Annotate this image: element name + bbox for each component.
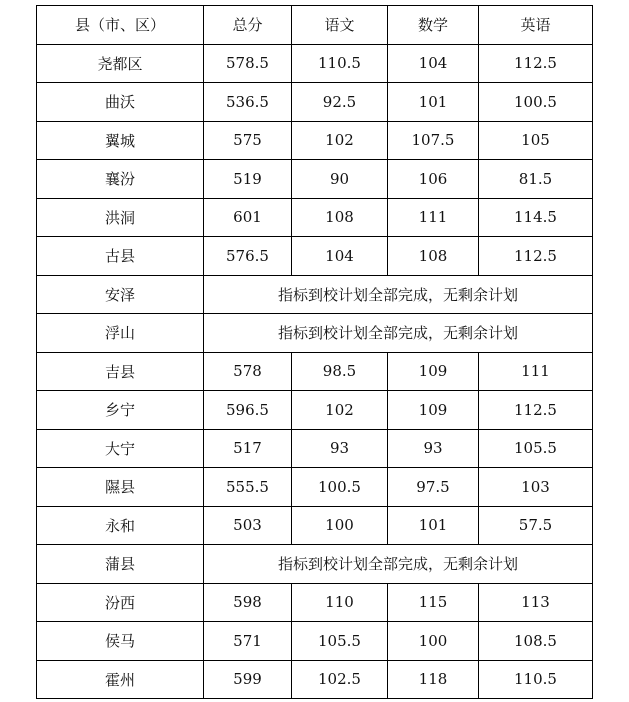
county-cell: 襄汾: [37, 160, 204, 199]
total-score-cell: 519: [204, 160, 292, 199]
county-cell: 翼城: [37, 121, 204, 160]
total-score-cell: 517: [204, 429, 292, 468]
county-cell: 浮山: [37, 314, 204, 353]
chinese-score-cell: 105.5: [292, 622, 388, 661]
math-header: 数学: [388, 6, 479, 45]
total-score-cell: 598: [204, 583, 292, 622]
county-cell: 洪洞: [37, 198, 204, 237]
chinese-score-cell: 110.5: [292, 44, 388, 83]
chinese-score-cell: 100.5: [292, 468, 388, 507]
english-score-cell: 103: [479, 468, 593, 507]
plan-complete-note: 指标到校计划全部完成，无剩余计划: [204, 314, 593, 353]
math-score-cell: 107.5: [388, 121, 479, 160]
math-score-cell: 97.5: [388, 468, 479, 507]
english-score-cell: 57.5: [479, 506, 593, 545]
total-score-cell: 599: [204, 660, 292, 699]
english-score-cell: 105: [479, 121, 593, 160]
total-score-cell: 536.5: [204, 83, 292, 122]
english-score-cell: 113: [479, 583, 593, 622]
county-cell: 蒲县: [37, 545, 204, 584]
math-score-cell: 111: [388, 198, 479, 237]
total-score-cell: 578: [204, 352, 292, 391]
table-row: [37, 352, 593, 391]
table-row: [37, 622, 593, 661]
math-score-cell: 93: [388, 429, 479, 468]
chinese-header: 语文: [292, 6, 388, 45]
table-row: [37, 275, 593, 314]
english-header: 英语: [479, 6, 593, 45]
county-cell: 古县: [37, 237, 204, 276]
county-cell: 霍州: [37, 660, 204, 699]
county-cell: 安泽: [37, 275, 204, 314]
english-score-cell: 112.5: [479, 391, 593, 430]
table-body: [37, 44, 593, 699]
table-row: [37, 121, 593, 160]
table-row: [37, 391, 593, 430]
county-cell: 汾西: [37, 583, 204, 622]
county-cell: 永和: [37, 506, 204, 545]
plan-complete-note: 指标到校计划全部完成，无剩余计划: [204, 545, 593, 584]
table-row: [37, 545, 593, 584]
county-cell: 乡宁: [37, 391, 204, 430]
county-cell: 隰县: [37, 468, 204, 507]
header-row: [37, 6, 593, 45]
chinese-score-cell: 102.5: [292, 660, 388, 699]
total-score-cell: 575: [204, 121, 292, 160]
chinese-score-cell: 104: [292, 237, 388, 276]
chinese-score-cell: 110: [292, 583, 388, 622]
table-row: [37, 198, 593, 237]
math-score-cell: 101: [388, 506, 479, 545]
english-score-cell: 100.5: [479, 83, 593, 122]
math-score-cell: 104: [388, 44, 479, 83]
county-cell: 曲沃: [37, 83, 204, 122]
table-row: [37, 660, 593, 699]
english-score-cell: 105.5: [479, 429, 593, 468]
table-row: [37, 429, 593, 468]
plan-complete-note: 指标到校计划全部完成，无剩余计划: [204, 275, 593, 314]
table-row: [37, 44, 593, 83]
math-score-cell: 109: [388, 352, 479, 391]
english-score-cell: 108.5: [479, 622, 593, 661]
chinese-score-cell: 102: [292, 391, 388, 430]
table-row: [37, 314, 593, 353]
total-score-cell: 601: [204, 198, 292, 237]
table-row: [37, 83, 593, 122]
chinese-score-cell: 92.5: [292, 83, 388, 122]
chinese-score-cell: 90: [292, 160, 388, 199]
total-score-cell: 576.5: [204, 237, 292, 276]
chinese-score-cell: 98.5: [292, 352, 388, 391]
math-score-cell: 108: [388, 237, 479, 276]
chinese-score-cell: 93: [292, 429, 388, 468]
total-header: 总分: [204, 6, 292, 45]
total-score-cell: 555.5: [204, 468, 292, 507]
total-score-cell: 503: [204, 506, 292, 545]
chinese-score-cell: 102: [292, 121, 388, 160]
english-score-cell: 111: [479, 352, 593, 391]
table-row: [37, 237, 593, 276]
table-row: [37, 506, 593, 545]
table-header: [37, 6, 593, 45]
english-score-cell: 112.5: [479, 44, 593, 83]
score-table: [36, 5, 593, 699]
english-score-cell: 110.5: [479, 660, 593, 699]
math-score-cell: 118: [388, 660, 479, 699]
math-score-cell: 115: [388, 583, 479, 622]
total-score-cell: 596.5: [204, 391, 292, 430]
table-row: [37, 160, 593, 199]
english-score-cell: 81.5: [479, 160, 593, 199]
county-cell: 侯马: [37, 622, 204, 661]
county-cell: 吉县: [37, 352, 204, 391]
county-header: 县（市、区）: [37, 6, 204, 45]
math-score-cell: 101: [388, 83, 479, 122]
chinese-score-cell: 108: [292, 198, 388, 237]
math-score-cell: 109: [388, 391, 479, 430]
math-score-cell: 100: [388, 622, 479, 661]
chinese-score-cell: 100: [292, 506, 388, 545]
total-score-cell: 571: [204, 622, 292, 661]
table-row: [37, 468, 593, 507]
english-score-cell: 112.5: [479, 237, 593, 276]
english-score-cell: 114.5: [479, 198, 593, 237]
total-score-cell: 578.5: [204, 44, 292, 83]
county-cell: 大宁: [37, 429, 204, 468]
county-cell: 尧都区: [37, 44, 204, 83]
table-row: [37, 583, 593, 622]
math-score-cell: 106: [388, 160, 479, 199]
